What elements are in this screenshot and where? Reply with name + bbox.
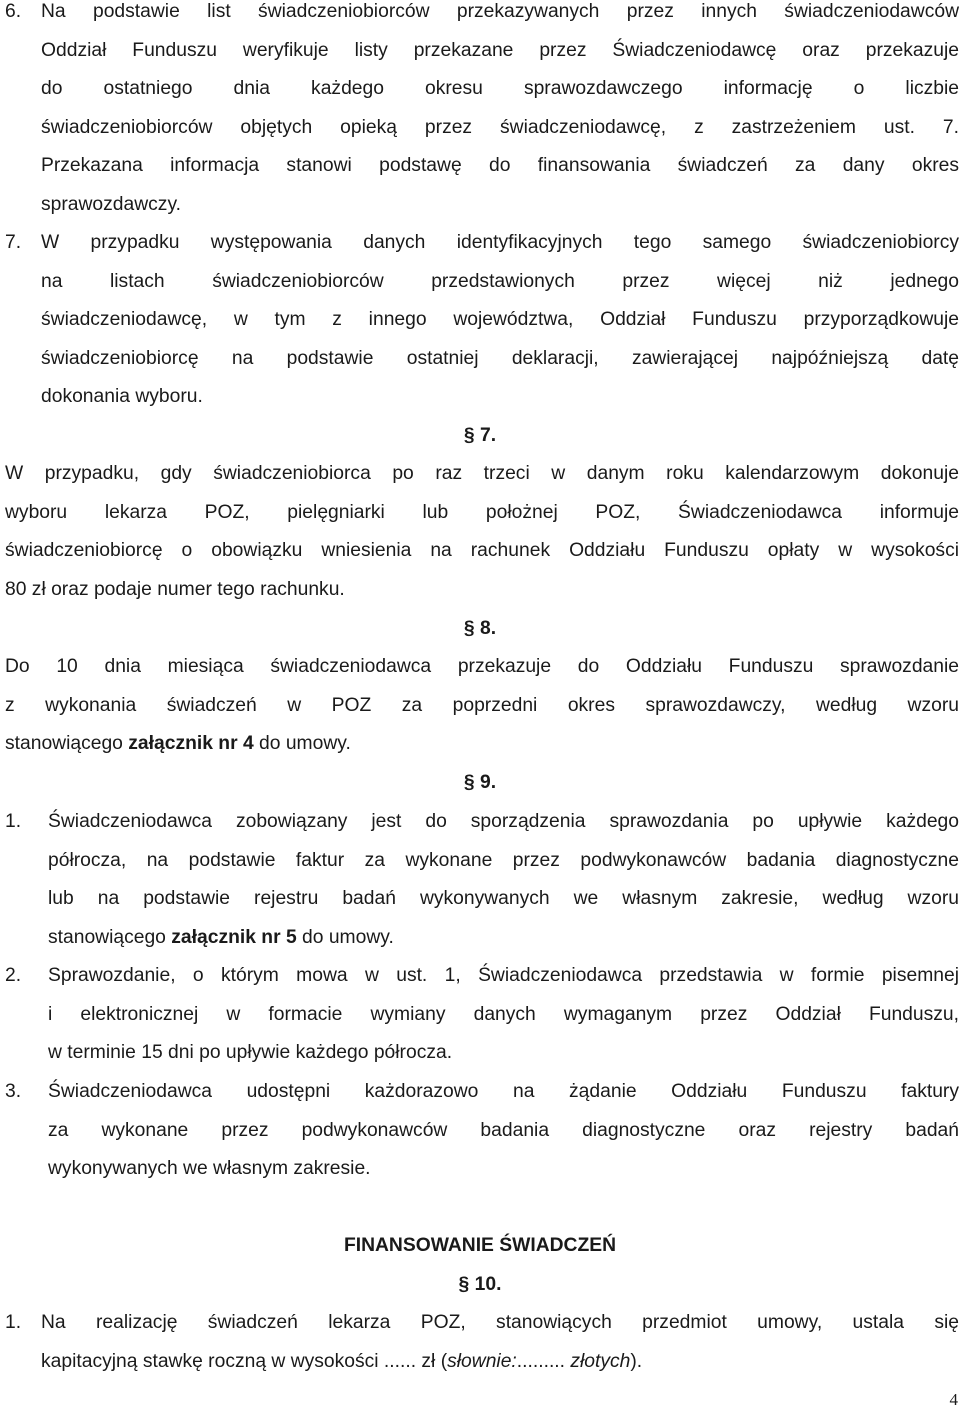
item-text bbox=[41, 1304, 959, 1381]
page-number: 4 bbox=[949, 1390, 958, 1409]
text-line: na listach świadczeniobiorców przedstawionych przez więcej niż jednego bbox=[41, 270, 959, 292]
section-heading: § 8. bbox=[463, 618, 497, 639]
item-number: 1. bbox=[5, 811, 22, 832]
text-line: sprawozdawczy. bbox=[41, 193, 182, 215]
item-number: 7. bbox=[5, 232, 22, 253]
text-line: W przypadku, gdy świadczeniobiorca po raz trzeci w danym roku kalendarzowym dokonuje bbox=[5, 463, 959, 484]
text-line: z wykonania świadczeń w POZ za poprzedni okres sprawozdawczy, według wzoru bbox=[5, 694, 959, 716]
text-line: wykonywanych we własnym zakresie. bbox=[48, 1158, 371, 1180]
text-line: stanowiącego załącznik nr 5 do umowy. bbox=[48, 926, 394, 948]
text-line: za wykonane przez podwykonawców badania diagnostyczne oraz rejestry badań bbox=[48, 1119, 959, 1141]
item-text bbox=[48, 957, 959, 1073]
annex-reference: załącznik nr 4 bbox=[128, 733, 254, 755]
text-line: świadczeniobiorcę na podstawie ostatniej deklaracji, zawierającej najpóźniejszą datę bbox=[41, 347, 959, 369]
text-line: Do 10 dnia miesiąca świadczeniodawca przekazuje do Oddziału Funduszu sprawozdanie bbox=[5, 656, 959, 677]
section-heading: § 10. bbox=[458, 1274, 502, 1295]
annex-reference: załącznik nr 5 bbox=[171, 926, 297, 948]
text-line: Sprawozdanie, o którym mowa w ust. 1, Świadczeniodawca przedstawia w formie pisemnej bbox=[48, 965, 959, 986]
chapter-title: FINANSOWANIE ŚWIADCZEŃ bbox=[343, 1235, 617, 1256]
text-line: wyboru lekarza POZ, pielęgniarki lub położnej POZ, Świadczeniodawca informuje bbox=[5, 501, 959, 523]
text-line: świadczeniodawcę, w tym z innego województwa, Oddział Funduszu przyporządkowuje bbox=[41, 309, 959, 331]
item-text bbox=[48, 803, 959, 957]
text-line: świadczeniobiorców objętych opieką przez świadczeniodawcę, z zastrzeżeniem ust. 7. bbox=[41, 116, 959, 138]
text-line: i elektronicznej w formacie wymiany danych wymaganym przez Oddział Funduszu, bbox=[48, 1003, 959, 1025]
item-number: 1. bbox=[5, 1312, 22, 1333]
item-number: 6. bbox=[5, 1, 22, 22]
section-paragraph bbox=[5, 455, 959, 609]
text-line: lub na podstawie rejestru badań wykonywanych we własnym zakresie, według wzoru bbox=[48, 888, 959, 910]
text-line: półrocza, na podstawie faktur za wykonane przez podwykonawców badania diagnostyczne bbox=[48, 849, 959, 871]
text-line: Oddział Funduszu weryfikuje listy przekazane przez Świadczeniodawcę oraz przekazuje bbox=[41, 39, 959, 61]
text-line: dokonania wyboru. bbox=[41, 386, 203, 408]
text-line: kapitacyjną stawkę roczną w wysokości ...... zł (słownie:......... złotych). bbox=[41, 1350, 643, 1372]
section-paragraph bbox=[5, 648, 959, 764]
text-line: stanowiącego załącznik nr 4 do umowy. bbox=[5, 733, 351, 755]
item-number: 3. bbox=[5, 1081, 22, 1102]
text-line: 80 zł oraz podaje numer tego rachunku. bbox=[5, 578, 345, 600]
section-heading: § 9. bbox=[463, 772, 497, 793]
item-text bbox=[41, 0, 959, 225]
text-line: do ostatniego dnia każdego okresu sprawozdawczego informację o liczbie bbox=[41, 78, 959, 100]
text-line: Świadczeniodawca udostępni każdorazowo na żądanie Oddziału Funduszu faktury bbox=[48, 1081, 959, 1102]
text-line: Przekazana informacja stanowi podstawę do finansowania świadczeń za dany okres bbox=[41, 155, 959, 177]
text-line: świadczeniobiorcę o obowiązku wniesienia na rachunek Oddziału Funduszu opłaty w wysokości bbox=[5, 540, 959, 562]
text-line: W przypadku występowania danych identyfikacyjnych tego samego świadczeniobiorcy bbox=[41, 232, 959, 253]
text-line: Na realizację świadczeń lekarza POZ, stanowiących przedmiot umowy, ustala się bbox=[41, 1312, 959, 1333]
item-text bbox=[48, 1073, 959, 1189]
item-text bbox=[41, 224, 959, 417]
text-line: w terminie 15 dni po upływie każdego półrocza. bbox=[48, 1042, 453, 1064]
section-heading: § 7. bbox=[463, 425, 497, 446]
text-line: Świadczeniodawca zobowiązany jest do sporządzenia sprawozdania po upływie każdego bbox=[48, 811, 959, 832]
item-number: 2. bbox=[5, 965, 22, 986]
text-line: Na podstawie list świadczeniobiorców przekazywanych przez innych świadczeniodawców bbox=[41, 1, 959, 22]
